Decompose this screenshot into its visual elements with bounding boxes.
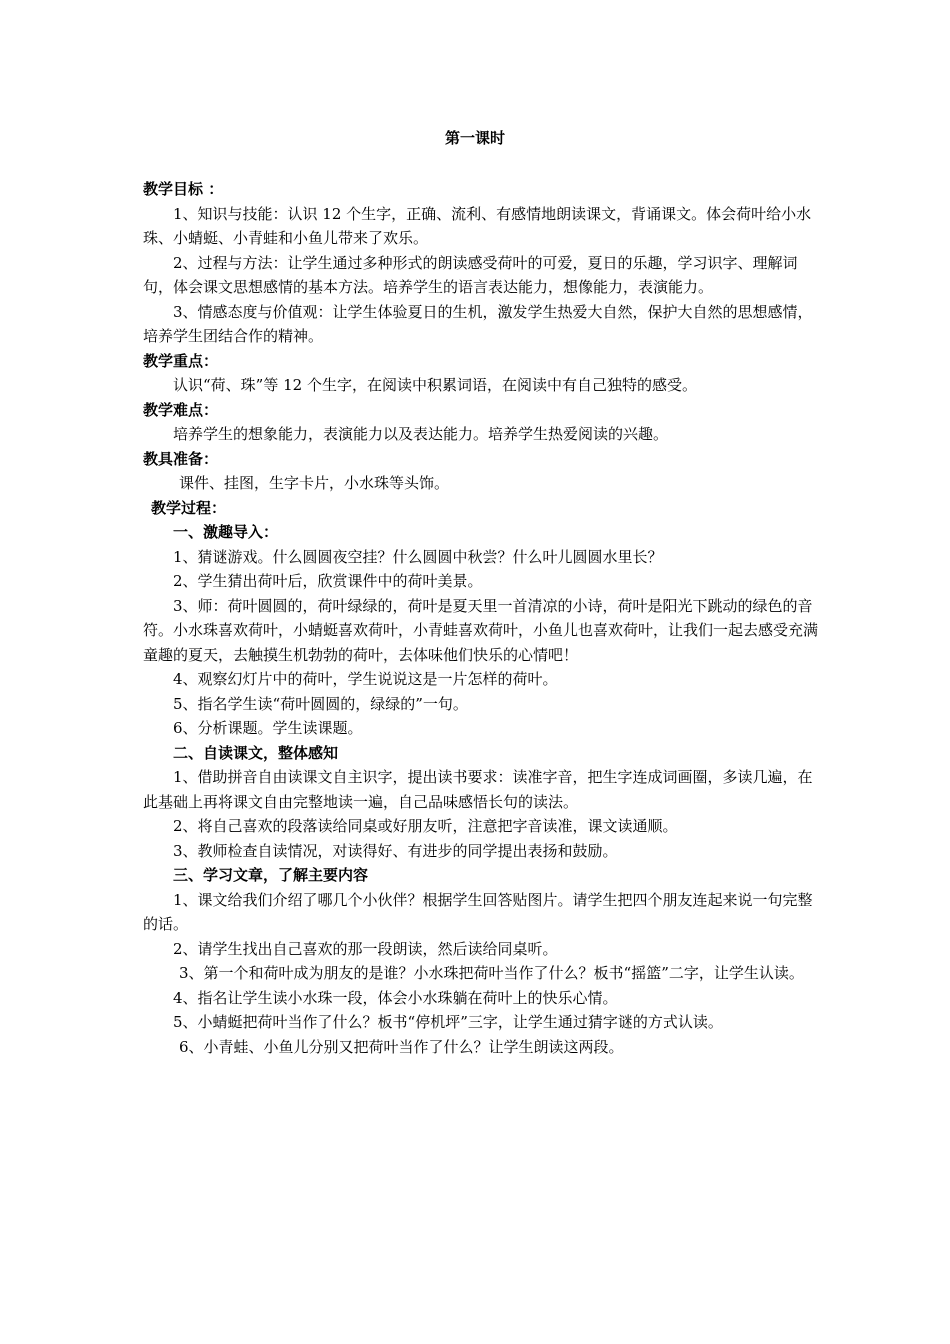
objective-item: 3、情感态度与价值观：让学生体验夏日的生机，激发学生热爱大自然，保护大自然的思想感情，培养学生团结合作的精神。: [143, 302, 813, 345]
process-item: 5、小蜻蜓把荷叶当作了什么？板书“停机坪”三字，让学生通过猜字谜的方式认读。: [173, 1013, 723, 1031]
process-item: 1、猜谜游戏。什么圆圆夜空挂？什么圆圆中秋尝？什么叶儿圆圆水里长？: [173, 547, 663, 566]
process-item: 2、请学生找出自己喜欢的那一段朗读，然后读给同桌听。: [173, 939, 558, 958]
process-item: 4、观察幻灯片中的荷叶，学生说说这是一片怎样的荷叶。: [173, 670, 558, 688]
process-item: 3、第一个和荷叶成为朋友的是谁？小水珠把荷叶当作了什么？板书“摇篮”二字，让学生认读。: [179, 964, 804, 982]
process-item: 6、分析课题。学生读课题。: [173, 719, 363, 737]
process-item: 4、指名让学生读小水珠一段，体会小水珠躺在荷叶上的快乐心情。: [173, 988, 618, 1007]
section-heading: 三、学习文章，了解主要内容: [173, 866, 369, 884]
difficulties-text: 培养学生的想象能力，表演能力以及表达能力。培养学生热爱阅读的兴趣。: [173, 425, 669, 443]
objectives-heading: 教学目标 ：: [143, 180, 224, 198]
difficulties-heading: 教学难点：: [143, 400, 219, 419]
process-item: 6、小青蛙、小鱼儿分别又把荷叶当作了什么？让学生朗读这两段。: [179, 1037, 624, 1056]
process-item: 3、师：荷叶圆圆的，荷叶绿绿的，荷叶是夏天里一首清凉的小诗，荷叶是阳光下跳动的绿色的音符。小水珠喜欢荷叶，小蜻蜓喜欢荷叶，小青蛙喜欢荷叶，小鱼儿也喜欢荷叶，让我们一起去感受充满童趣的夏天，去触摸生机勃勃的荷叶，去体味他们快乐的心情吧！: [143, 596, 819, 664]
process-item: 2、将自己喜欢的段落读给同桌或好朋友听，注意把字音读准，课文读通顺。: [173, 817, 678, 835]
materials-heading: 教具准备：: [143, 449, 219, 468]
materials-text: 课件、挂图，生字卡片，小水珠等头饰。: [179, 474, 450, 492]
section-heading: 二、自读课文，整体感知: [173, 743, 339, 762]
page-title: 第一课时: [444, 129, 505, 147]
process-item: 5、指名学生读“荷叶圆圆的，绿绿的”一句。: [173, 694, 468, 713]
objective-item: 1、知识与技能：认识 12 个生字，正确、流利、有感情地朗读课文，背诵课文。体会荷叶给小水珠、小蜻蜓、小青蛙和小鱼儿带来了欢乐。: [143, 204, 812, 247]
key-points-heading: 教学重点：: [143, 351, 219, 370]
process-item: 2、学生猜出荷叶后，欣赏课件中的荷叶美景。: [173, 572, 483, 590]
process-item: 1、借助拼音自由读课文自主识字，提出读书要求：读准字音，把生字连成词画圈，多读几遍，在此基础上再将课文自由完整地读一遍，自己品味感悟长句的读法。: [143, 768, 813, 811]
objective-item: 2、过程与方法：让学生通过多种形式的朗读感受荷叶的可爱，夏日的乐趣，学习识字、理解词句，体会课文思想感情的基本方法。培养学生的语言表达能力，想像能力，表演能力。: [143, 253, 798, 296]
lesson-plan-body: [143, 177, 818, 1059]
key-points-text: 认识“荷、珠”等 12 个生字，在阅读中积累词语，在阅读中有自己独特的感受。: [173, 376, 697, 394]
process-heading: 教学过程：: [151, 498, 227, 517]
process-item: 1、课文给我们介绍了哪几个小伙伴？根据学生回答贴图片。请学生把四个朋友连起来说一句完整的话。: [143, 890, 813, 933]
section-heading: 一、激趣导入：: [173, 523, 279, 541]
process-item: 3、教师检查自读情况，对读得好、有进步的同学提出表扬和鼓励。: [173, 841, 618, 860]
